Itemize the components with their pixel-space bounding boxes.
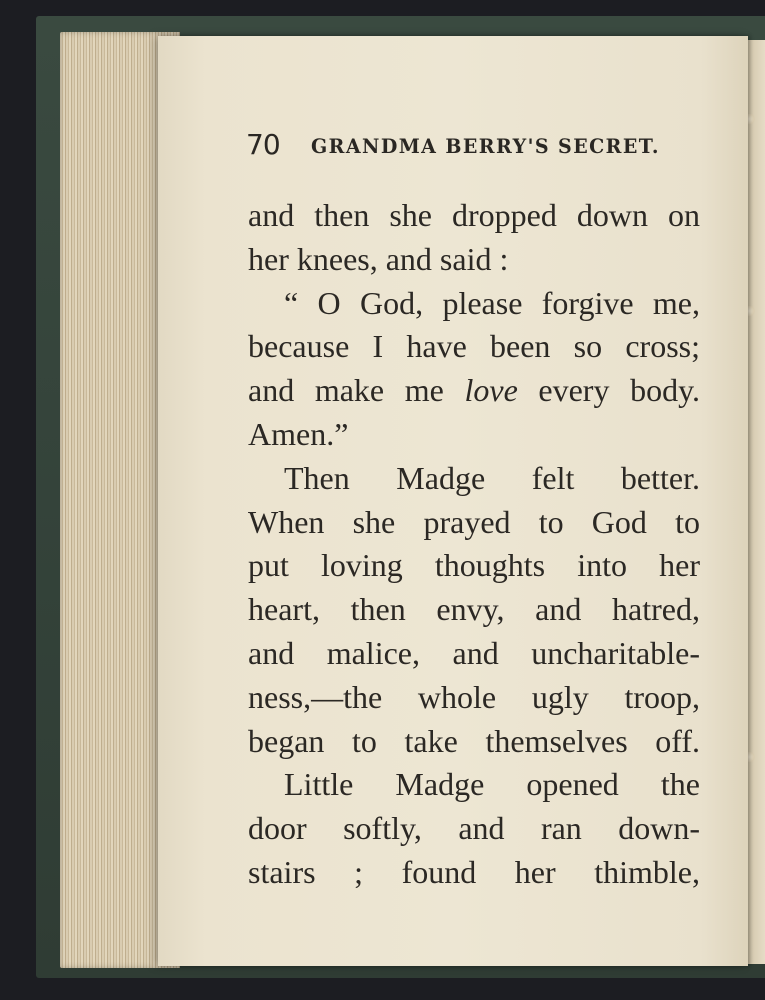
text-line: stairs ; found her thimble, bbox=[248, 853, 700, 890]
page-header bbox=[246, 128, 706, 162]
text-line: because I have been so cross; bbox=[248, 328, 700, 365]
text-line: ness,—the whole ugly troop, bbox=[248, 678, 700, 715]
text-line: Little Madge opened the bbox=[284, 766, 700, 803]
text-line bbox=[248, 369, 700, 413]
text-line: When she prayed to God to bbox=[248, 503, 700, 540]
text-line: and then she dropped down on bbox=[248, 197, 700, 233]
text-line: “ O God, please forgive me, bbox=[284, 284, 700, 321]
text-line: heart, then envy, and hatred, bbox=[248, 591, 700, 628]
text-line: and malice, and uncharitable- bbox=[248, 634, 700, 671]
text-line: Amen.” bbox=[248, 415, 349, 452]
text-line: her knees, and said : bbox=[248, 240, 509, 277]
text-line: began to take themselves off. bbox=[248, 722, 700, 759]
text-line: Then Madge felt better. bbox=[284, 459, 700, 496]
text-segment: and make me bbox=[248, 372, 465, 409]
page-number: 70 bbox=[246, 128, 280, 161]
emphasized-word: love bbox=[464, 372, 518, 409]
facing-page-edge bbox=[748, 40, 765, 964]
page-body bbox=[248, 194, 700, 895]
text-line: door softly, and ran down- bbox=[248, 810, 700, 847]
running-title: GRANDMA BERRY'S SECRET. bbox=[311, 134, 660, 158]
text-segment: every body. bbox=[517, 372, 700, 409]
text-line: put loving thoughts into her bbox=[248, 547, 700, 584]
